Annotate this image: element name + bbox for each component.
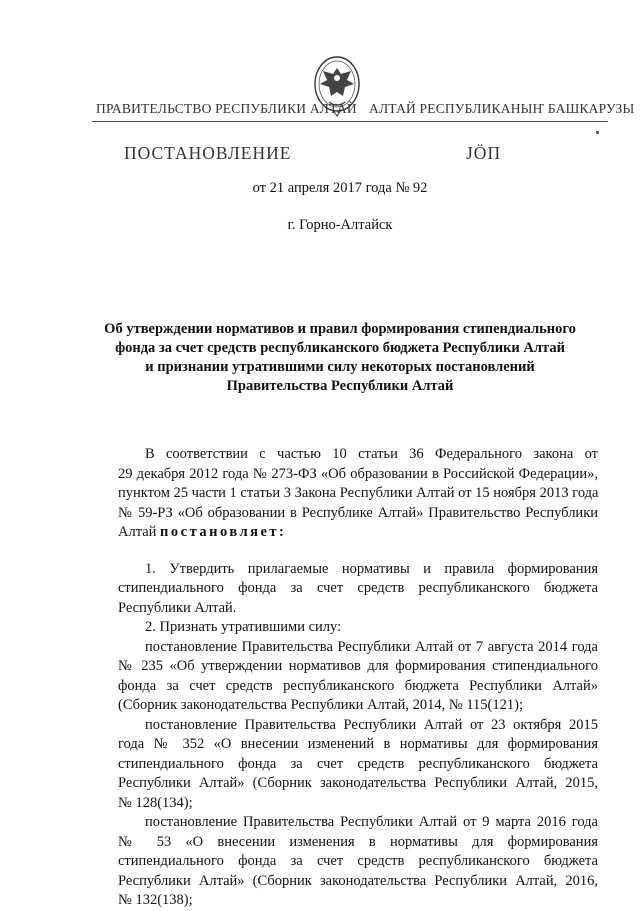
item2c-line: постановление Правительства Республики Алтай от 9 марта 2016 года — [145, 814, 598, 830]
title-line: Об утверждении нормативов и правил формирования стипендиального — [104, 321, 576, 337]
item1-line: 1. Утвердить прилагаемые нормативы и правила формирования — [145, 560, 598, 577]
preamble-line-final — [118, 523, 598, 543]
item2c-line: № 53 «О внесении изменения в нормативы для формирования — [118, 833, 598, 850]
item2b-line: года № 352 «О внесении изменений в нормативы для формирования — [118, 736, 598, 752]
document-title — [90, 320, 590, 396]
header-divider — [92, 121, 608, 122]
preamble-line: № 59-РЗ «Об образовании в Республике Алтай» Правительство Республики — [118, 504, 598, 521]
header-government-name-altai: АЛТАЙ РЕСПУБЛИКАНЫҤ БАШКАРУЗЫ — [369, 101, 635, 116]
document-body — [118, 445, 598, 911]
title-line: Правительства Республики Алтай — [226, 378, 454, 394]
item1-line: стипендиального фонда за счет средств республиканского бюджета — [118, 580, 598, 596]
item2a-line: постановление Правительства Республики Алтай от 7 августа 2014 года — [145, 638, 598, 655]
item2b-line: стипендиального фонда за счет средств республиканского бюджета — [118, 755, 598, 772]
item2a-line: № 235 «Об утверждении нормативов для формирования стипендиального — [118, 658, 598, 674]
preamble-line: 29 декабря 2012 года № 273-ФЗ «Об образовании в Российской Федерации», — [118, 465, 598, 482]
item2b-line: № 128(134); — [118, 794, 193, 811]
preamble-line: В соответствии с частью 10 статьи 36 Федерального закона от — [145, 446, 598, 462]
title-line: фонда за счет средств республиканского бюджета Республики Алтай — [115, 340, 565, 356]
item2a-line: (Сборник законодательства Республики Алтай, 2014, № 115(121); — [118, 697, 523, 713]
header-government-name: ПРАВИТЕЛЬСТВО РЕСПУБЛИКИ АЛТАЙ — [96, 101, 357, 116]
item2b-line: Республики Алтай» (Сборник законодательства Республики Алтай, 2015, — [118, 775, 598, 791]
item1-line: Республики Алтай. — [118, 599, 237, 616]
item2-heading: 2. Признать утратившими силу: — [145, 619, 342, 635]
item2c-line: стипендиального фонда за счет средств республиканского бюджета — [118, 853, 598, 869]
preamble-line: Алтай — [118, 524, 157, 540]
preamble-line: пунктом 25 части 1 статьи 3 Закона Республики Алтай от 15 ноября 2013 года — [118, 485, 599, 501]
item2c-line: Республики Алтай» (Сборник законодательства Республики Алтай, 2016, — [118, 872, 598, 889]
resolves-word: постановляет: — [160, 524, 287, 540]
document-date: от 21 апреля 2017 года № 92 — [252, 180, 428, 196]
item2a-line: фонда за счет средств республиканского бюджета Республики Алтай» — [118, 677, 598, 694]
item2c-line: № 132(138); — [118, 892, 193, 908]
document-type-altai: ЈӦП — [466, 143, 502, 163]
title-line: и признании утратившими силу некоторых постановлений — [145, 359, 535, 375]
document-type: ПОСТАНОВЛЕНИЕ — [124, 143, 292, 163]
document-city: г. Горно-Алтайск — [287, 217, 393, 233]
item2b-line: постановление Правительства Республики Алтай от 23 октября 2015 — [145, 716, 598, 733]
scan-mark — [596, 131, 599, 134]
